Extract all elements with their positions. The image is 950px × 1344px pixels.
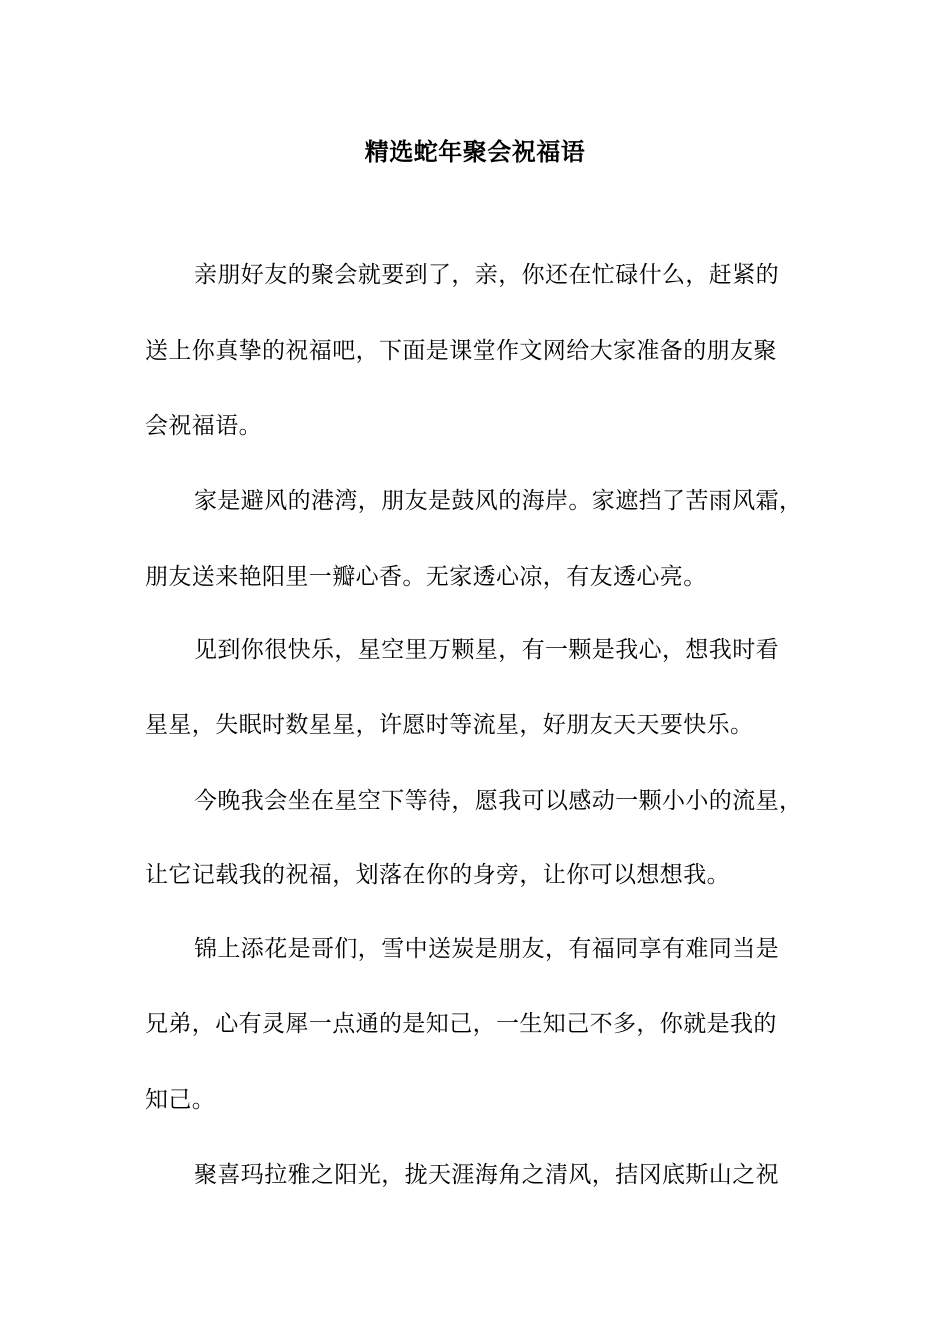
paragraph-line: 锦上添花是哥们，雪中送炭是朋友，有福同享有难同当是 bbox=[194, 936, 779, 962]
paragraph-line: 家是避风的港湾，朋友是鼓风的海岸。家遮挡了苦雨风霜， bbox=[194, 488, 803, 514]
paragraph-line: 今晚我会坐在星空下等待，愿我可以感动一颗小小的流星， bbox=[194, 788, 803, 814]
paragraph-line: 朋友送来艳阳里一瓣心香。无家透心凉，有友透心亮。 bbox=[145, 564, 707, 590]
paragraph-line: 会祝福语。 bbox=[145, 413, 262, 439]
paragraph-line: 送上你真挚的祝福吧，下面是课堂作文网给大家准备的朋友聚 bbox=[145, 338, 777, 364]
document-title: 精选蛇年聚会祝福语 bbox=[364, 137, 586, 166]
paragraph-line: 聚喜玛拉雅之阳光，拢天涯海角之清风，拮冈底斯山之祝 bbox=[194, 1162, 779, 1188]
paragraph-line: 见到你很快乐，星空里万颗星，有一颗是我心，想我时看 bbox=[194, 637, 779, 663]
paragraph-line: 亲朋好友的聚会就要到了，亲，你还在忙碌什么，赶紧的 bbox=[194, 262, 779, 288]
paragraph-line: 星星，失眠时数星星，许愿时等流星，好朋友天天要快乐。 bbox=[145, 712, 754, 738]
paragraph-line: 知己。 bbox=[145, 1087, 216, 1113]
paragraph-line: 让它记载我的祝福，划落在你的身旁，让你可以想想我。 bbox=[145, 862, 730, 888]
paragraph-line: 兄弟，心有灵犀一点通的是知己，一生知己不多，你就是我的 bbox=[145, 1011, 777, 1037]
